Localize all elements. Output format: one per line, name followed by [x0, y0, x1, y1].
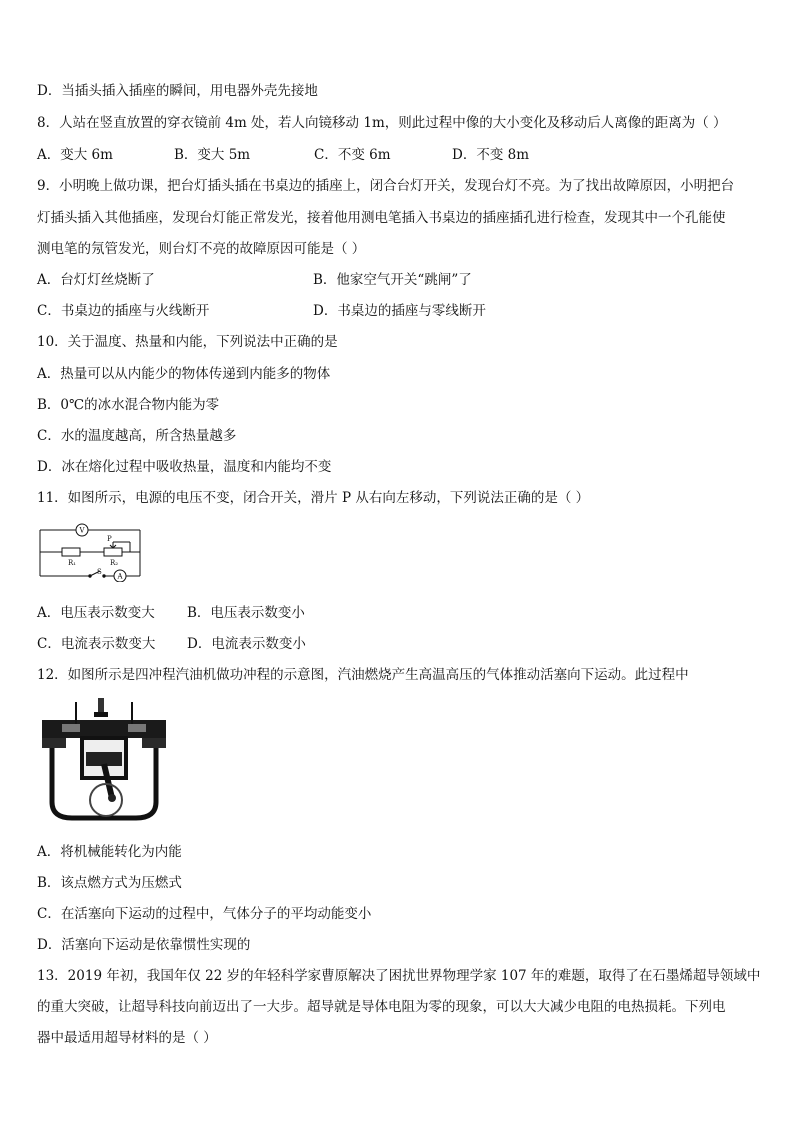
q10-option-a: A．热量可以从内能少的物体传递到内能多的物体 [37, 366, 331, 382]
q8-stem: 8．人站在竖直放置的穿衣镜前 4m 处，若人向镜移动 1m，则此过程中像的大小变化及移动后人离像的距离为（ ） [37, 115, 727, 131]
q12-option-c: C．在活塞向下运动的过程中，气体分子的平均动能变小 [37, 906, 372, 922]
q11-stem: 11．如图所示，电源的电压不变，闭合开关，滑片 P 从右向左移动，下列说法正确的是（ ） [37, 490, 590, 506]
piston-icon [86, 752, 122, 766]
r1-resistor [62, 548, 80, 556]
q8-option-d: D．不变 8m [452, 147, 530, 163]
q12-stem: 12．如图所示是四冲程汽油机做功冲程的示意图，汽油燃烧产生高温高压的气体推动活塞向下运动。此过程中 [37, 667, 689, 683]
voltmeter-label: V [79, 526, 85, 535]
crankshaft-icon [90, 784, 122, 816]
switch-label: S [97, 568, 102, 576]
q9-option-a: A．台灯灯丝烧断了 [37, 272, 155, 288]
q12-engine-diagram [38, 694, 170, 824]
r2-label: R₂ [110, 559, 119, 567]
q12-option-d: D．活塞向下运动是依靠惯性实现的 [37, 937, 251, 953]
q11-option-a: A．电压表示数变大 [37, 605, 155, 621]
q10-option-b: B．0℃的冰水混合物内能为零 [37, 397, 220, 413]
q9-option-d: D．书桌边的插座与零线断开 [313, 303, 486, 319]
q7-option-d: D．当插头插入插座的瞬间，用电器外壳先接地 [37, 83, 318, 99]
q8-option-c: C．不变 6m [314, 147, 391, 163]
q9-stem-line2: 灯插头插入其他插座，发现台灯能正常发光，接着他用测电笔插入书桌边的插座插孔进行检查，发现其中一个孔能使 [37, 210, 726, 226]
q10-option-d: D．冰在熔化过程中吸收热量，温度和内能均不变 [37, 459, 332, 475]
q13-stem-line2: 的重大突破，让超导科技向前迈出了一大步。超导就是导体电阻为零的现象，可以大大减少电阻的电热损耗。下列电 [37, 999, 726, 1015]
r2-resistor [104, 548, 122, 556]
ammeter-label: A [117, 572, 123, 581]
q11-option-b: B．电压表示数变小 [187, 605, 305, 621]
q9-option-c: C．书桌边的插座与火线断开 [37, 303, 210, 319]
q11-option-c: C．电流表示数变大 [37, 636, 156, 652]
q9-stem-line3: 测电笔的氖管发光，则台灯不亮的故障原因可能是（ ） [37, 241, 366, 257]
q9-stem-line1: 9．小明晚上做功课，把台灯插头插在书桌边的插座上，闭合台灯开关，发现台灯不亮。为了找出故障原因，小明把台 [37, 178, 735, 194]
q9-option-b: B．他家空气开关“跳闸”了 [313, 272, 472, 288]
q10-stem: 10．关于温度、热量和内能，下列说法中正确的是 [37, 334, 338, 350]
q11-circuit-diagram [38, 520, 144, 582]
q12-option-a: A．将机械能转化为内能 [37, 844, 182, 860]
q8-option-a: A．变大 6m [37, 147, 113, 163]
q13-stem-line3: 器中最适用超导材料的是（ ） [37, 1030, 217, 1046]
q8-option-b: B．变大 5m [174, 147, 251, 163]
q13-stem-line1: 13．2019 年初，我国年仅 22 岁的年轻科学家曹原解决了困扰世界物理学家 107 年的难题，取得了在石墨烯超导领域中 [37, 968, 761, 984]
q12-option-b: B．该点燃方式为压燃式 [37, 875, 182, 891]
slider-label: P [107, 535, 112, 543]
r1-label: R₁ [68, 559, 77, 567]
q11-option-d: D．电流表示数变小 [187, 636, 306, 652]
q10-option-c: C．水的温度越高，所含热量越多 [37, 428, 237, 444]
